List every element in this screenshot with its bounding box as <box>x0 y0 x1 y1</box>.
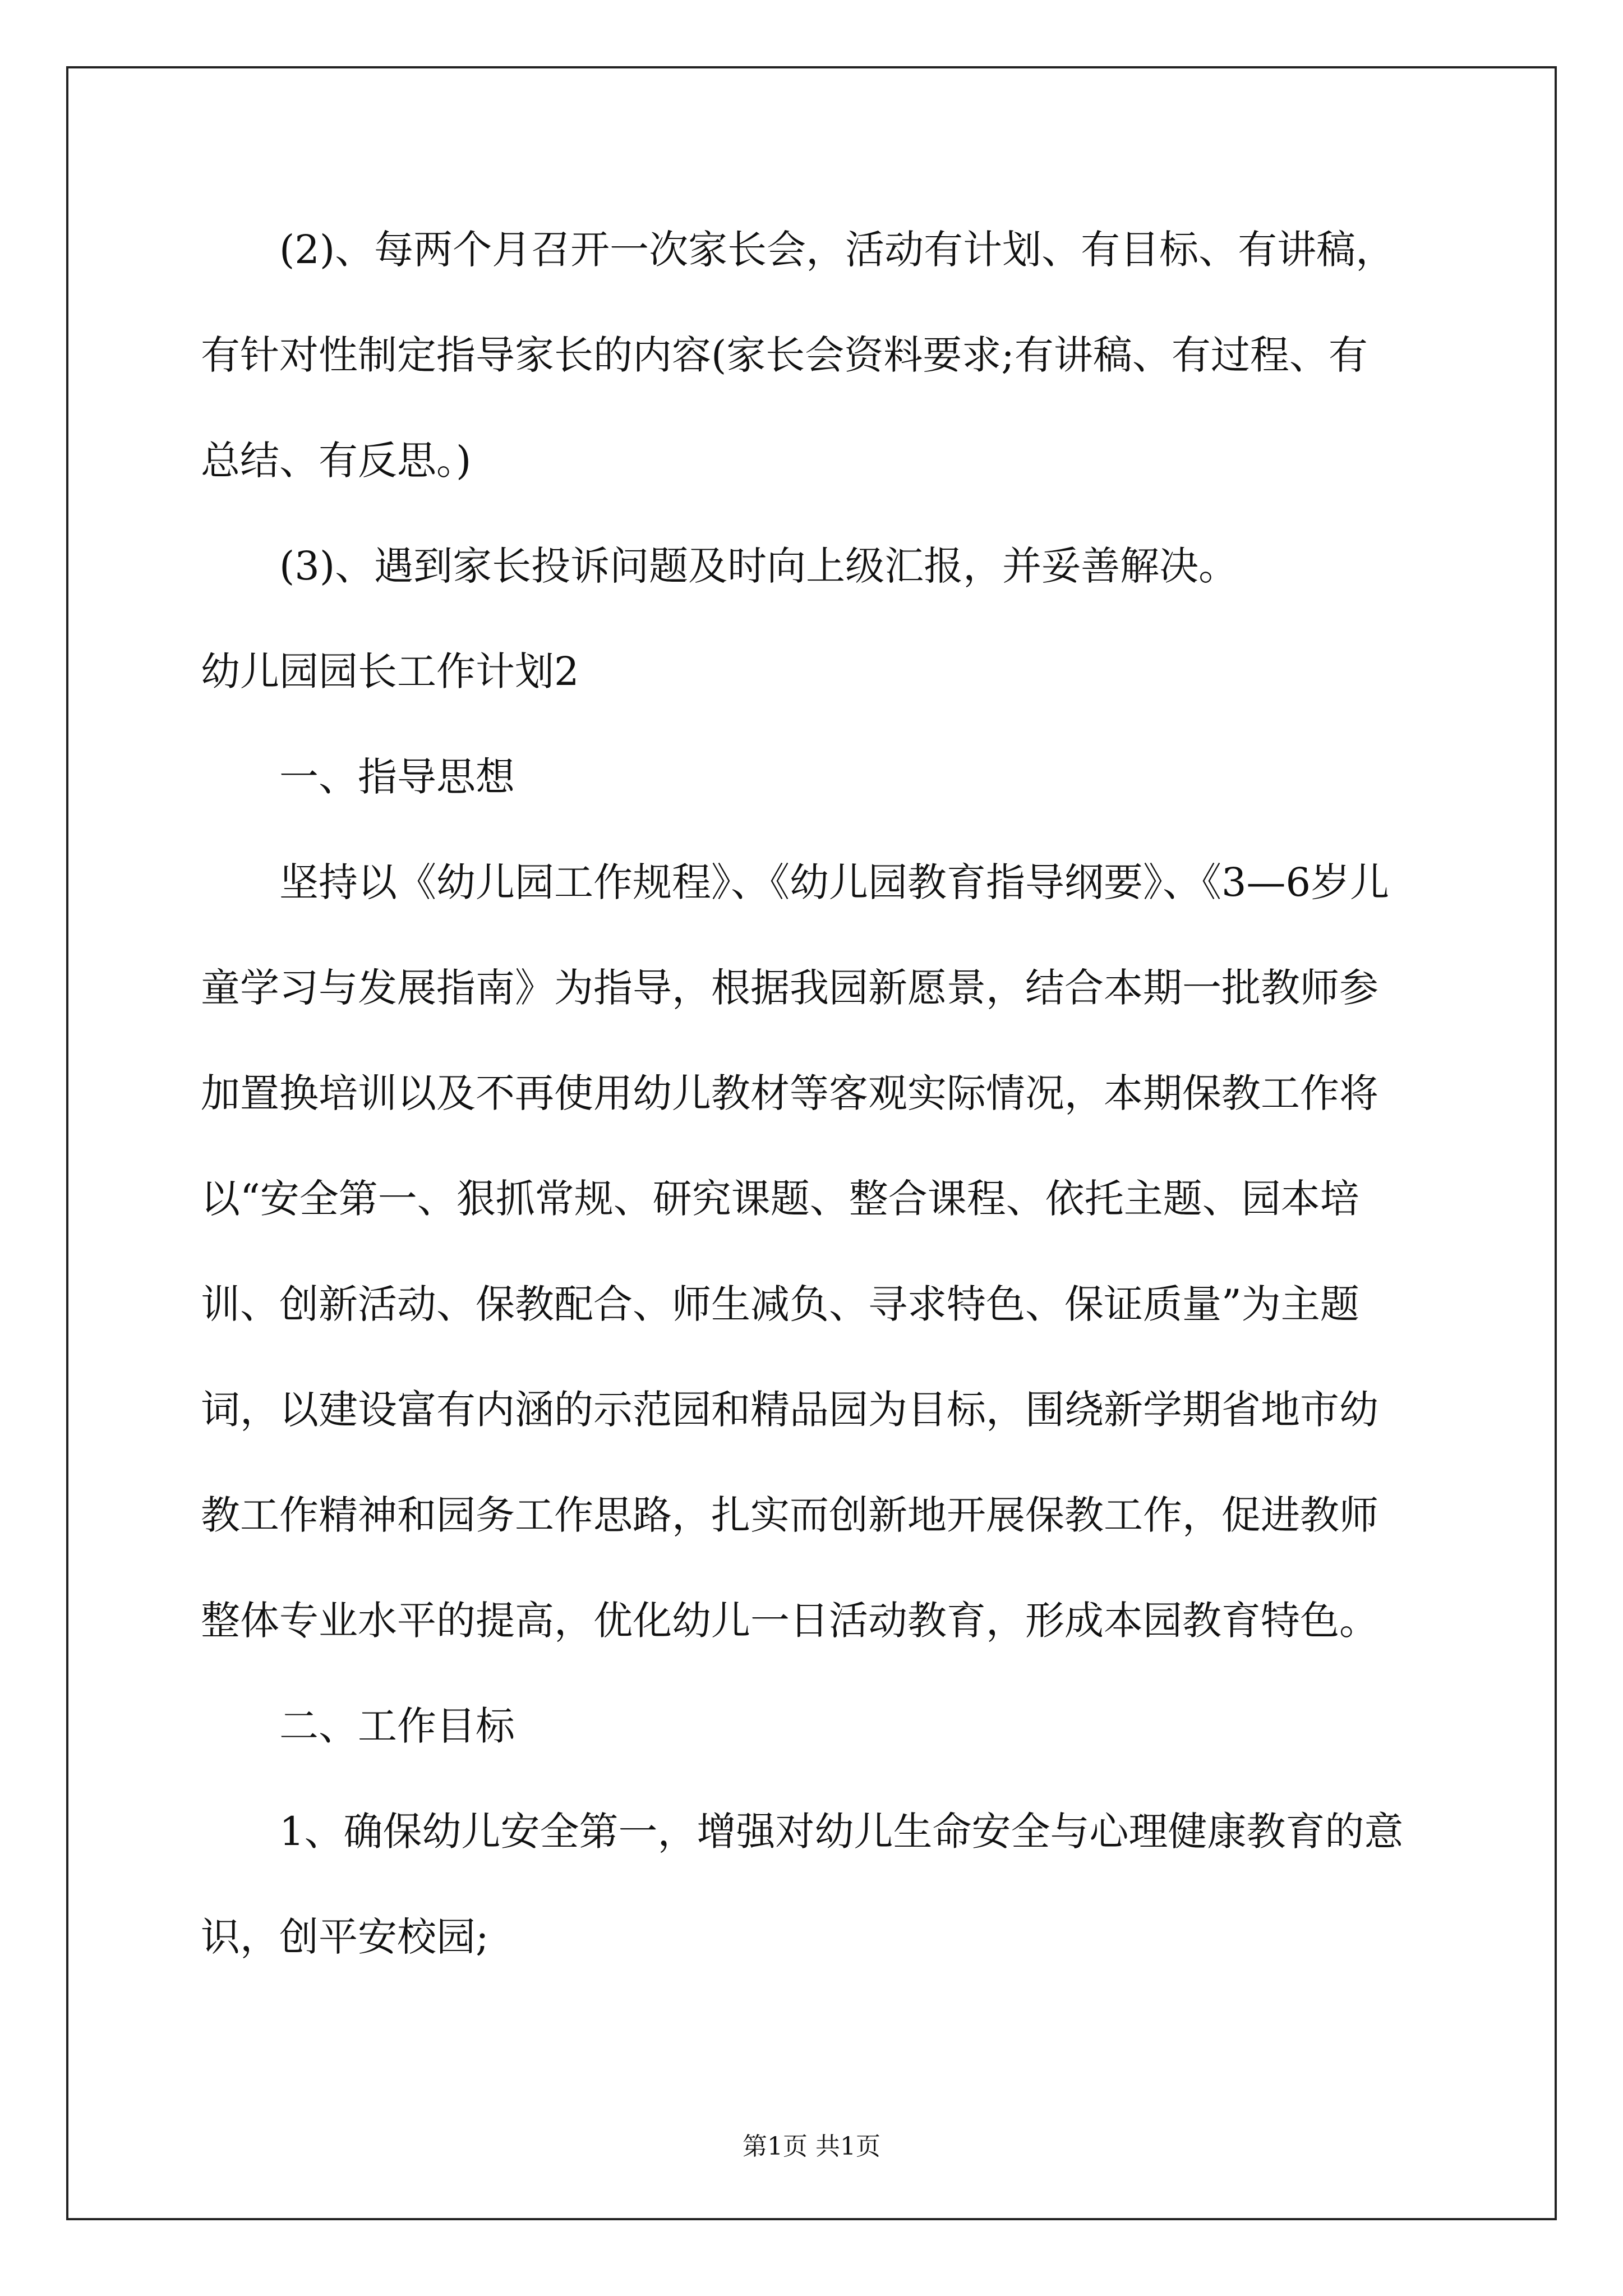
paragraph-line: 教工作精神和园务工作思路，扎实而创新地开展保教工作，促进教师 <box>201 1492 1378 1538</box>
paragraph-line: 以“安全第一、狠抓常规、研究课题、整合课程、依托主题、园本培 <box>201 1176 1359 1222</box>
section-title: 幼儿园园长工作计划2 <box>201 648 579 694</box>
section-heading: 一、指导思想 <box>279 754 515 800</box>
paragraph-line: 总结、有反思。) <box>201 438 472 484</box>
paragraph-line: 识，创平安校园; <box>201 1914 489 1960</box>
paragraph-line: 加置换培训以及不再使用幼儿教材等客观实际情况，本期保教工作将 <box>201 1070 1378 1116</box>
paragraph-line: 词，以建设富有内涵的示范园和精品园为目标，围绕新学期省地市幼 <box>201 1387 1378 1433</box>
paragraph-line: (3)、遇到家长投诉问题及时向上级汇报，并妥善解决。 <box>279 543 1238 589</box>
paragraph-line: 童学习与发展指南》为指导，根据我园新愿景，结合本期一批教师参 <box>201 965 1378 1011</box>
section-heading: 二、工作目标 <box>279 1703 515 1749</box>
paragraph-line: 1、确保幼儿安全第一，增强对幼儿生命安全与心理健康教育的意 <box>279 1809 1404 1855</box>
page-footer: 第1页 共1页 <box>743 2132 880 2161</box>
paragraph-line: 整体专业水平的提高，优化幼儿一日活动教育，形成本园教育特色。 <box>201 1598 1378 1644</box>
page-border <box>66 66 1557 2220</box>
paragraph-line: (2)、每两个月召开一次家长会，活动有计划、有目标、有讲稿， <box>279 227 1395 273</box>
paragraph-line: 坚持以《幼儿园工作规程》、《幼儿园教育指导纲要》、《3—6岁儿 <box>279 859 1390 905</box>
paragraph-line: 训、创新活动、保教配合、师生减负、寻求特色、保证质量”为主题 <box>201 1281 1359 1327</box>
paragraph-line: 有针对性制定指导家长的内容(家长会资料要求;有讲稿、有过程、有 <box>201 332 1368 378</box>
